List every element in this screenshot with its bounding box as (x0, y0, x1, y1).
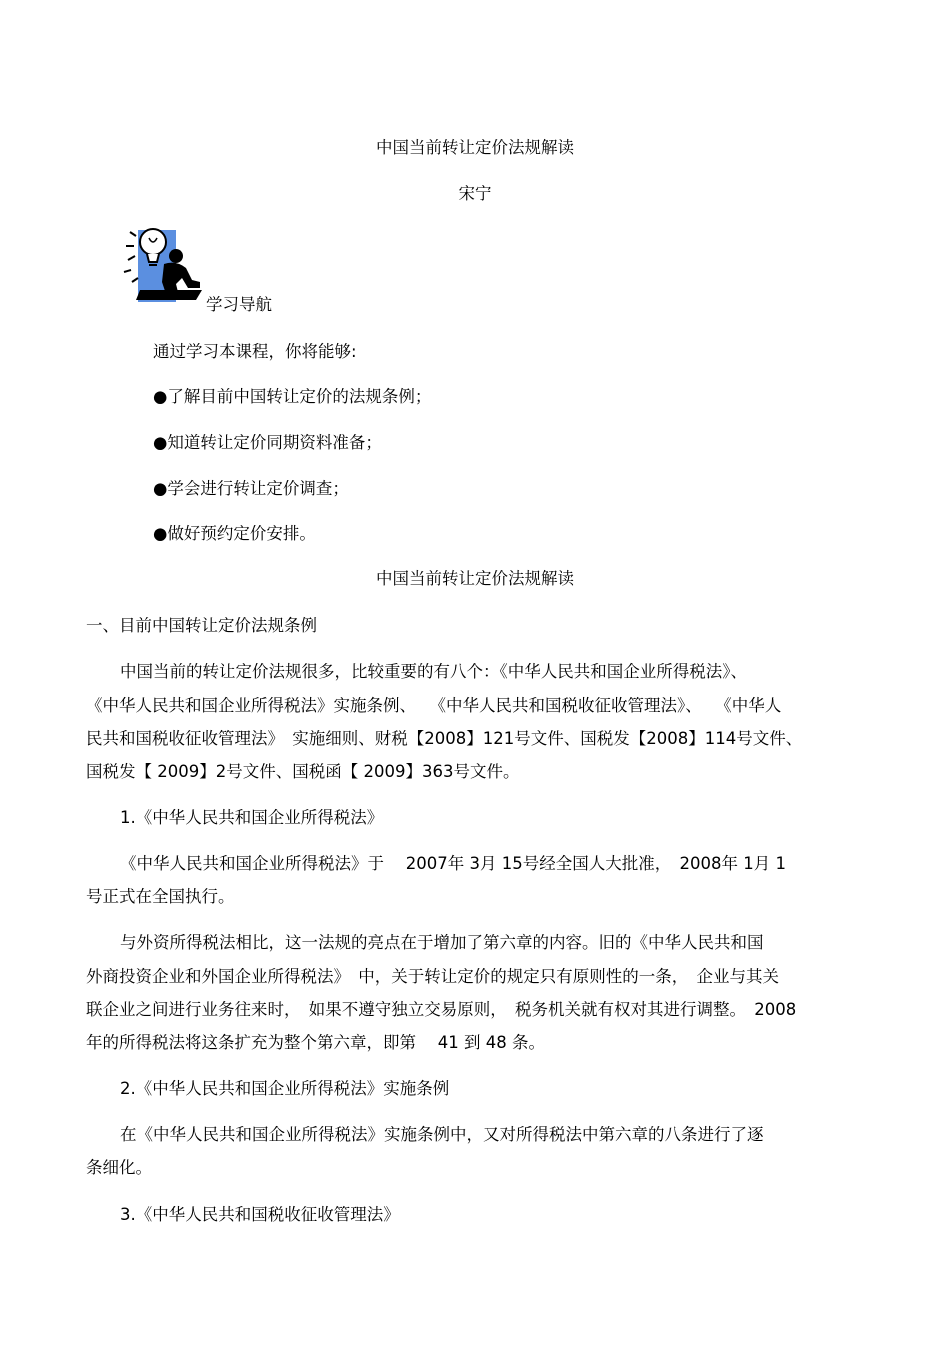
paragraph-line: 《中华人民共和国企业所得税法》实施条例、 《中华人民共和国税收征收管理法》、 《中华人 (86, 696, 782, 715)
paragraph-line: 年的所得税法将这条扩充为整个第六章，即第 41 到 48 条。 (86, 1033, 545, 1052)
paragraph-line: 与外资所得税法相比，这一法规的亮点在于增加了第六章的内容。旧的《中华人民共和国 (120, 933, 764, 952)
paragraph-line: 条细化。 (86, 1158, 152, 1177)
lightbulb-thinker-icon (116, 218, 208, 310)
list-item: ●知道转让定价同期资料准备； (153, 433, 382, 452)
numbered-item: 3.《中华人民共和国税收征收管理法》 (120, 1205, 400, 1224)
section-title: 中国当前转让定价法规解读 (376, 569, 574, 588)
paragraph-line: 在《中华人民共和国企业所得税法》实施条例中，又对所得税法中第六章的八条进行了逐 (120, 1125, 764, 1144)
numbered-item: 1.《中华人民共和国企业所得税法》 (120, 808, 384, 827)
list-item: ●了解目前中国转让定价的法规条例； (153, 387, 432, 406)
paragraph-line: 外商投资企业和外国企业所得税法》 中，关于转让定价的规定只有原则性的一条， 企业与其关 (86, 967, 779, 986)
numbered-item: 2.《中华人民共和国企业所得税法》实施条例 (120, 1079, 450, 1098)
paragraph-line: 国税发【 2009】2号文件、国税函【 2009】363号文件。 (86, 762, 520, 781)
paragraph-line: 号正式在全国执行。 (86, 887, 235, 906)
paragraph-line: 《中华人民共和国企业所得税法》于 2007年 3月 15号经全国人大批准， 2008年 1月 1 (120, 854, 786, 873)
list-item: ●做好预约定价安排。 (153, 524, 316, 543)
paragraph-line: 民共和国税收征收管理法》 实施细则、财税【2008】121号文件、国税发【2008】114号文件、 (86, 729, 803, 748)
document-author: 宋宁 (458, 184, 492, 203)
paragraph-line: 中国当前的转让定价法规很多，比较重要的有八个：《中华人民共和国企业所得税法》、 (120, 662, 747, 681)
paragraph-line: 联企业之间进行业务往来时， 如果不遵守独立交易原则， 税务机关就有权对其进行调整。 2008 (86, 1000, 797, 1019)
intro-text: 通过学习本课程，你将能够: (153, 342, 357, 361)
heading-level1: 一、目前中国转让定价法规条例 (86, 616, 317, 635)
list-item: ●学会进行转让定价调查； (153, 479, 349, 498)
document-title: 中国当前转让定价法规解读 (376, 138, 574, 157)
nav-heading: 学习导航 (206, 295, 272, 314)
